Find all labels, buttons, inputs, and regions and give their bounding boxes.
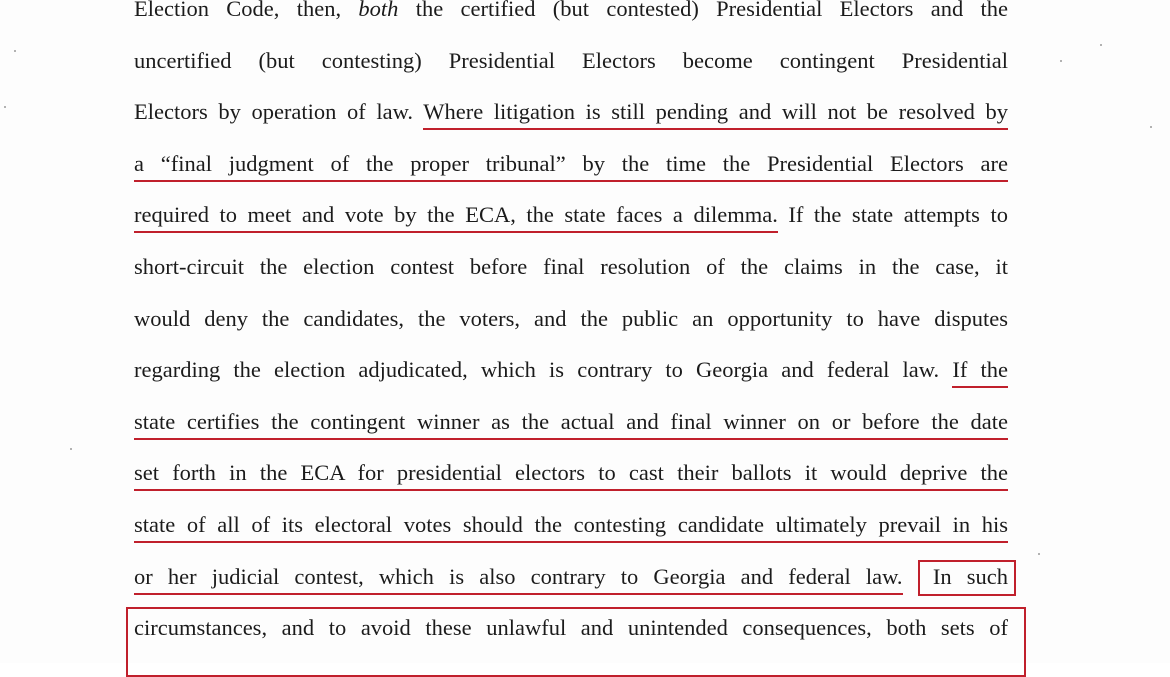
text-line	[134, 149, 1008, 179]
text-segment: regarding the election adjudicated, which is contrary to Georgia and federal law.	[134, 357, 953, 383]
underlined-text-segment: If the	[952, 357, 1008, 388]
text-segment: Electors by operation of law.	[134, 99, 424, 125]
underlined-text-segment: Where litigation is still pending and will not be resolved by	[423, 99, 1008, 130]
highlight-box-final-passage	[126, 607, 1026, 677]
text-segment: uncertified (but contesting) Presidential Electors become contingent Presidential	[134, 47, 1008, 73]
text-segment: In such	[902, 563, 1008, 589]
underlined-text-segment: required to meet and vote by the ECA, the state faces a dilemma.	[134, 202, 778, 233]
scan-speck	[1060, 60, 1062, 62]
underlined-text-segment: state certifies the contingent winner as the actual and final winner on or before the date	[134, 409, 1008, 440]
underlined-text-segment: or her judicial contest, which is also contrary to Georgia and federal law.	[134, 564, 903, 595]
text-line	[134, 562, 1008, 592]
underlined-text-segment: a “final judgment of the proper tribunal” by the time the Presidential Electors are	[134, 151, 1008, 182]
underlined-text-segment: set forth in the ECA for presidential electors to cast their ballots it would deprive the	[134, 460, 1008, 491]
text-line	[134, 458, 1008, 488]
text-segment: Election Code, then,	[134, 0, 359, 21]
text-line	[134, 200, 1008, 230]
text-line	[134, 304, 1008, 334]
scan-speck	[1150, 126, 1152, 128]
text-line	[134, 355, 1008, 385]
text-line	[134, 407, 1008, 437]
text-line	[134, 46, 1008, 76]
text-segment: both	[358, 0, 399, 21]
text-segment: the certified (but contested) Presidential Electors and the	[398, 0, 1009, 21]
scan-speck	[4, 106, 6, 108]
scan-speck	[70, 448, 72, 450]
text-segment: circumstances, and to avoid these unlawful and unintended consequences, both sets of	[134, 615, 1008, 641]
text-line	[134, 252, 1008, 282]
underlined-text-segment: state of all of its electoral votes should the contesting candidate ultimately prevail in his	[134, 512, 1008, 543]
scan-speck	[1038, 553, 1040, 555]
scan-speck	[1100, 44, 1102, 46]
text-line	[134, 510, 1008, 540]
text-line	[134, 0, 1008, 24]
text-segment: would deny the candidates, the voters, and the public an opportunity to have disputes	[134, 305, 1008, 331]
highlight-box-in-such	[918, 560, 1016, 596]
text-line	[134, 97, 1008, 127]
text-segment: If the state attempts to	[777, 202, 1008, 228]
text-segment: short-circuit the election contest before final resolution of the claims in the case, it	[134, 254, 1008, 279]
scan-speck	[14, 50, 16, 52]
